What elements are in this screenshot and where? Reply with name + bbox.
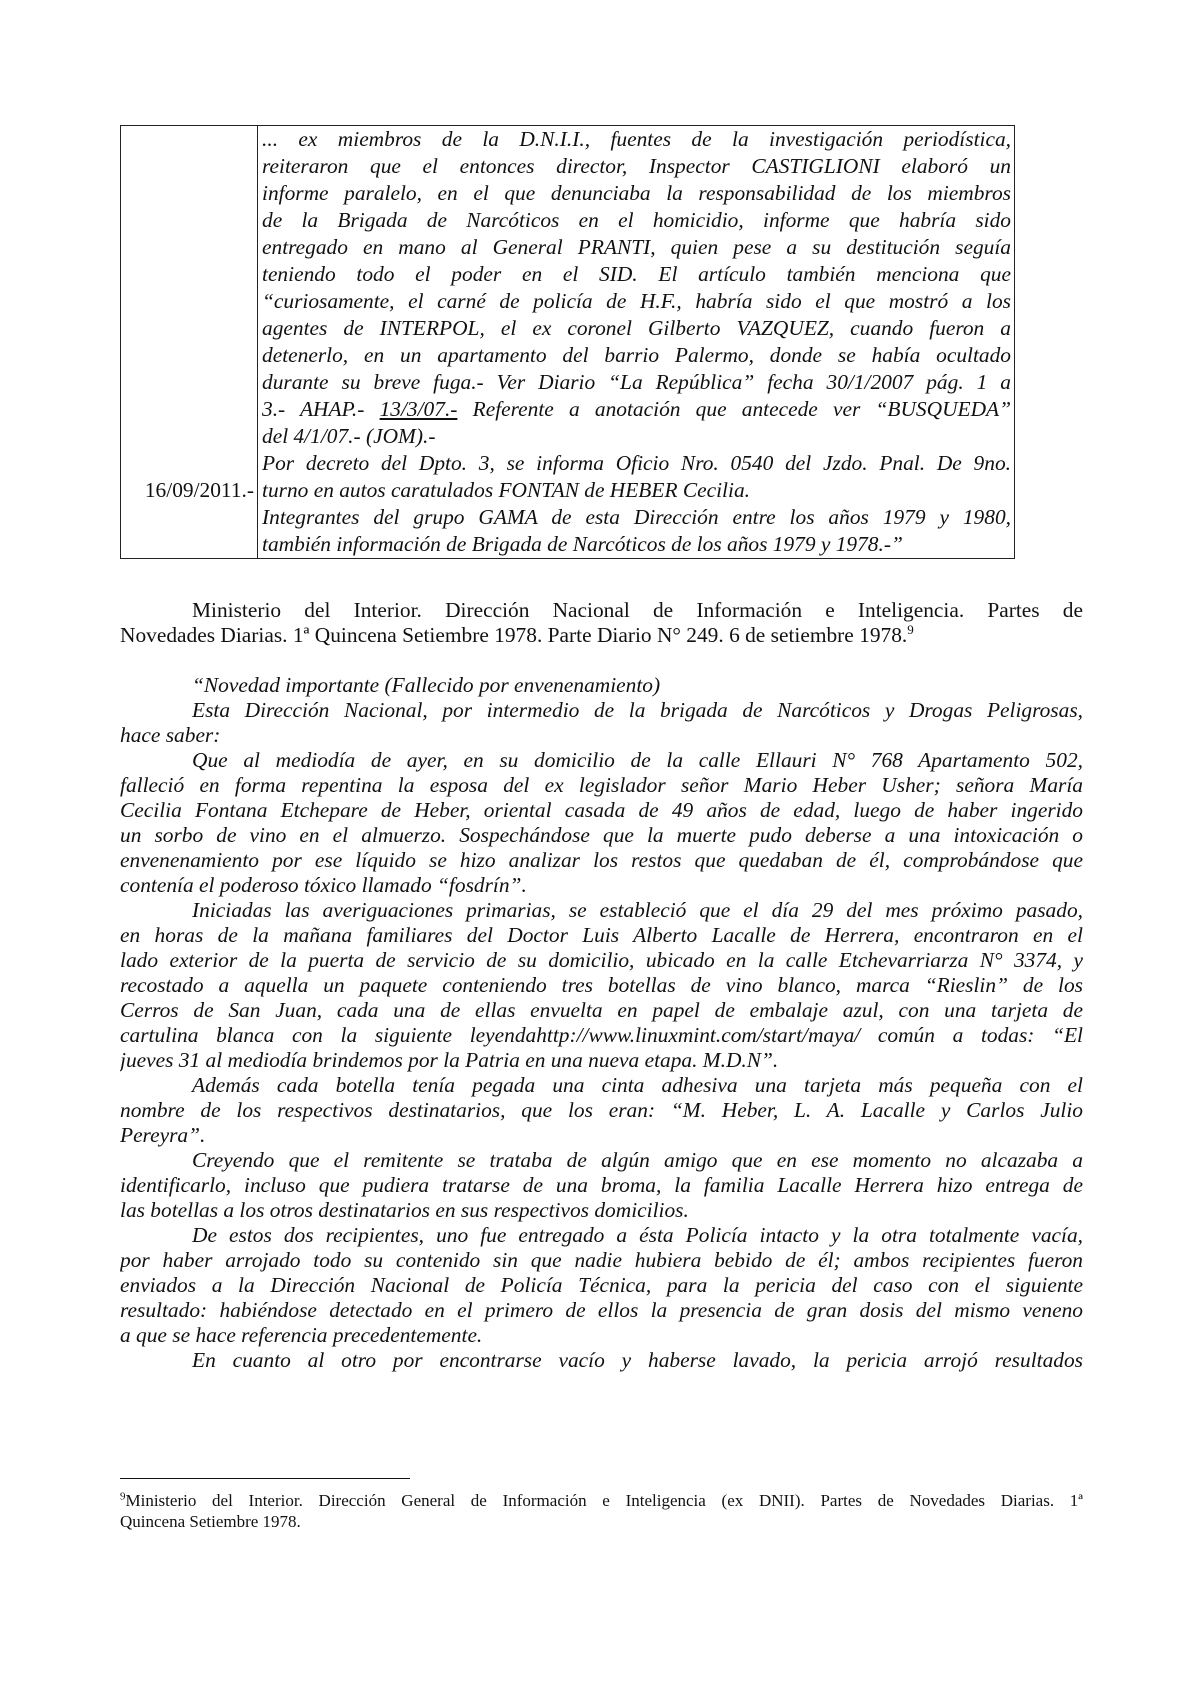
quote-line: Pereyra”. [120,1123,206,1147]
quote-line: Que al mediodía de ayer, en su domicilio de la calle Ellauri N° 768 Apartamento 502, [192,748,1083,772]
quote-line: envenenamiento por ese líquido se hizo analizar los restos que quedaban de él, comprobándose que [120,848,1083,872]
entry-line: durante su breve fuga.- Ver Diario “La República” fecha 30/1/2007 pág. 1 a [262,370,1011,394]
entry-line: Por decreto del Dpto. 3, se informa Oficio Nro. 0540 del Jzdo. Pnal. De 9no. [262,451,1011,475]
entry-line [262,396,1011,423]
quote-line: por haber arrojado todo su contenido sin que nadie hubiera bebido de él; ambos recipientes fueron [120,1248,1083,1272]
quote-line: nombre de los respectivos destinatarios, que los eran: “M. Heber, L. A. Lacalle y Carlos Julio [120,1098,1083,1122]
quote-line: en horas de la mañana familiares del Doctor Luis Alberto Lacalle de Herrera, encontraron en el [120,923,1083,947]
entry-line: informe paralelo, en el que denunciaba la responsabilidad de los miembros [262,181,1011,205]
entry-line: “curiosamente, el carné de policía de H.F., habría sido el que mostró a los [262,289,1011,313]
quote-line: Esta Dirección Nacional, por intermedio de la brigada de Narcóticos y Drogas Peligrosas, [192,698,1083,722]
quote-line: Cerros de San Juan, cada una de ellas envuelta en papel de embalaje azul, con una tarjeta de [120,998,1083,1022]
entry-line: agentes de INTERPOL, el ex coronel Gilberto VAZQUEZ, cuando fueron a [262,316,1011,340]
entry-line: ... ex miembros de la D.N.I.I., fuentes de la investigación periodística, [262,127,1011,151]
quote-line: falleció en forma repentina la esposa del ex legislador señor Mario Heber Usher; señora María [120,773,1083,797]
quote-line: Además cada botella tenía pegada una cinta adhesiva una tarjeta más pequeña con el [192,1073,1083,1097]
entry-line: del 4/1/07.- (JOM).- [262,424,436,448]
entry-line: detenerlo, en un apartamento del barrio Palermo, donde se había ocultado [262,343,1011,367]
quote-line: Cecilia Fontana Etchepare de Heber, oriental casada de 49 años de edad, luego de haber ingerido [120,798,1083,822]
footnote-line [120,1490,1083,1511]
intro-line [120,623,1083,648]
quote-line: lado exterior de la puerta de servicio de su domicilio, ubicado en la calle Etchevarriarza N° 3374, y [120,948,1083,972]
quote-line: las botellas a los otros destinatarios en sus respectivos domicilios. [120,1198,689,1222]
quote-heading: “Novedad importante (Fallecido por envenenamiento) [192,673,661,697]
quote-line: un sorbo de vino en el almuerzo. Sospechándose que la muerte pudo deberse a una intoxicación o [120,823,1083,847]
ahap-prefix: 3.- AHAP.- [262,397,380,421]
footnote-mark: 9 [120,1490,126,1503]
quote-line: resultado: habiéndose detectado en el primero de ellos la presencia de gran dosis del mismo veneno [120,1298,1083,1322]
entry-line: entregado en mano al General PRANTI, quien pese a su destitución seguía [262,235,1011,259]
ahap-suffix: Referente a anotación que antecede ver “BUSQUEDA” [457,397,1011,421]
footnote-divider [120,1478,410,1479]
quote-line: enviados a la Dirección Nacional de Policía Técnica, para la pericia del caso con el siguiente [120,1273,1083,1297]
body-text [120,598,1083,1373]
entry-line: teniendo todo el poder en el SID. El artículo también menciona que [262,262,1011,286]
table-row [121,126,1015,559]
entry-text-cell [258,126,1015,559]
quote-line: Creyendo que el remitente se trataba de algún amigo que en ese momento no alcazaba a [192,1148,1083,1172]
quote-line: recostado a aquella un paquete conteniendo tres botellas de vino blanco, marca “Rieslin” de los [120,973,1083,997]
quote-line: jueves 31 al mediodía brindemos por la Patria en una nueva etapa. M.D.N”. [120,1048,779,1072]
footnote-text: Ministerio del Interior. Dirección General de Información e Inteligencia (ex DNII). Partes de Novedades Diarias. 1ª [125,1491,1083,1510]
intro-line: Ministerio del Interior. Dirección Nacional de Información e Inteligencia. Partes de [192,598,1083,622]
footnote-line: Quincena Setiembre 1978. [120,1512,301,1531]
quote-line: identificarlo, incluso que pudiera tratarse de una broma, la familia Lacalle Herrera hizo entrega de [120,1173,1083,1197]
quote-line: contenía el poderoso tóxico llamado “fosdrín”. [120,873,527,897]
quote-line: hace saber: [120,723,221,747]
quote-line: Iniciadas las averiguaciones primarias, se estableció que el día 29 del mes próximo pasado, [192,898,1083,922]
entry-line: de la Brigada de Narcóticos en el homicidio, informe que habría sido [262,208,1011,232]
record-table [120,125,1015,559]
quote-line: En cuanto al otro por encontrarse vacío y haberse lavado, la pericia arrojó resultados [192,1348,1083,1372]
quote-line: cartulina blanca con la siguiente leyendahttp://www.linuxmint.com/start/maya/ común a todas: “El [120,1023,1083,1047]
date-column-cell [121,126,258,559]
quote-line: a que se hace referencia precedentemente. [120,1323,483,1347]
underlined-date: 13/3/07.- [379,397,458,421]
entry-line: también información de Brigada de Narcóticos de los años 1979 y 1978.-” [262,532,903,556]
footnote-reference: 9 [907,623,914,637]
entry-line: Integrantes del grupo GAMA de esta Dirección entre los años 1979 y 1980, [262,505,1011,529]
entry-line: turno en autos caratulados FONTAN de HEBER Cecilia. [262,478,750,502]
entry-line: reiteraron que el entonces director, Inspector CASTIGLIONI elaboró un [262,154,1011,178]
entry-date: 16/09/2011.- [144,478,254,502]
quote-line: De estos dos recipientes, uno fue entregado a ésta Policía intacto y la otra totalmente vacía, [192,1223,1083,1247]
intro-line-text: Novedades Diarias. 1ª Quincena Setiembre 1978. Parte Diario N° 249. 6 de setiembre 1978. [120,623,908,647]
footnote [120,1490,1083,1532]
